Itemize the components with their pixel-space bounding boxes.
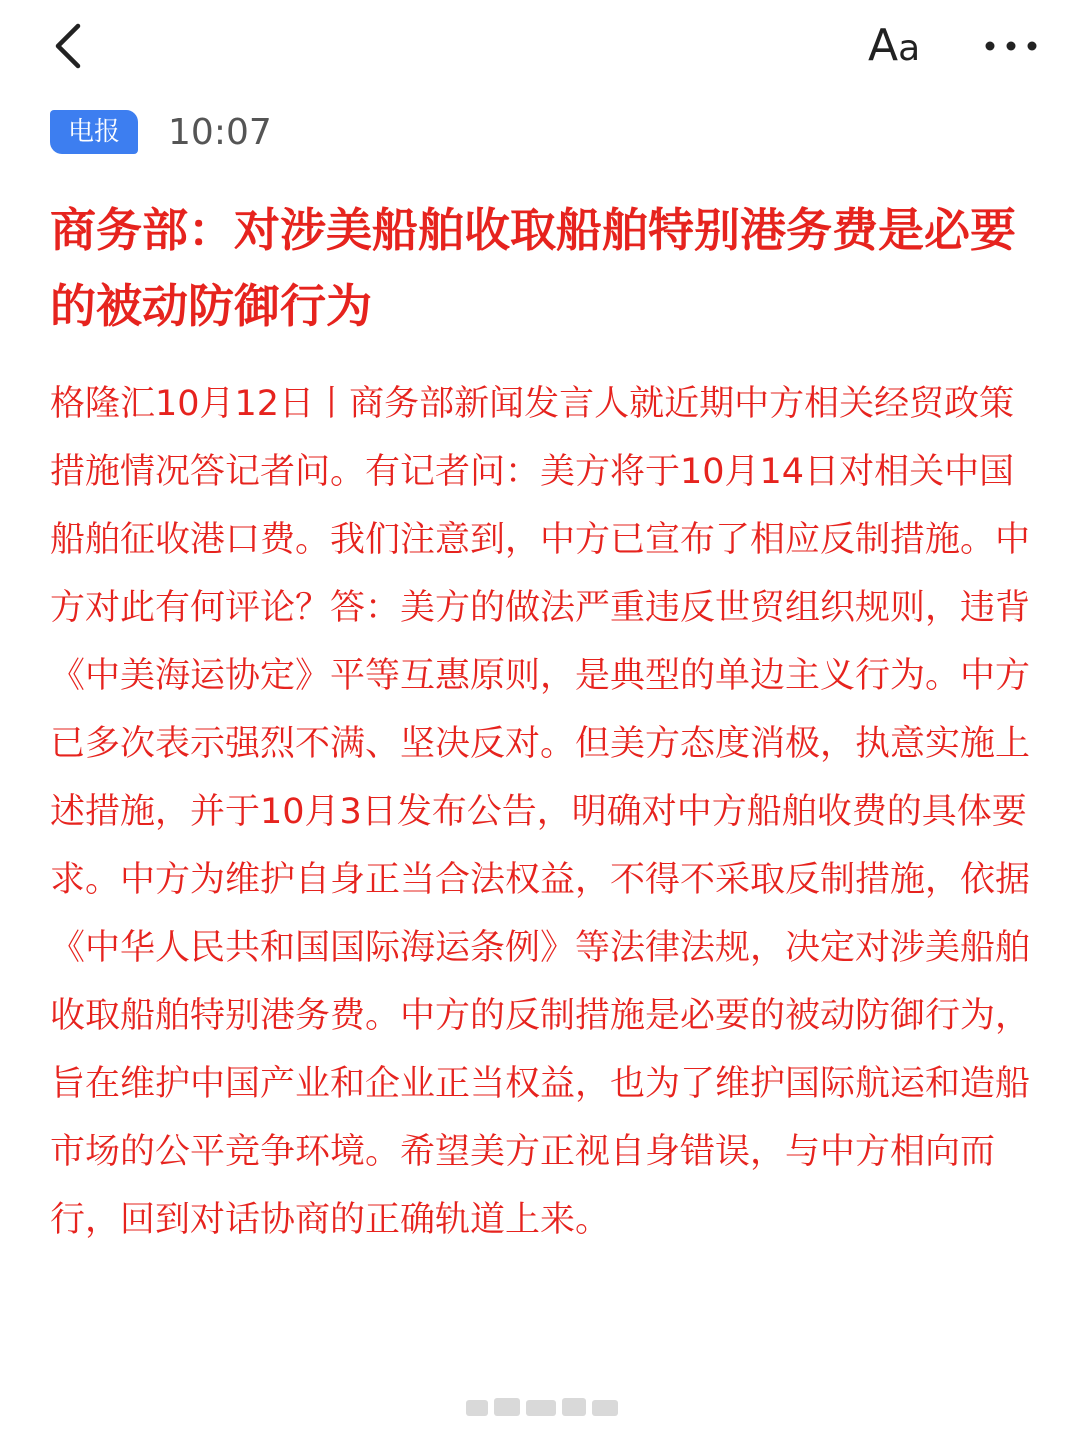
more-options-button[interactable] [980,14,1044,78]
font-size-label-small: a [898,28,921,69]
font-size-button[interactable] [868,14,940,78]
chevron-left-icon [44,14,100,78]
more-horizontal-icon [980,14,1044,78]
top-navigation-bar [0,0,1080,92]
back-button[interactable] [44,14,100,78]
article-body: 格隆汇10月12日丨商务部新闻发言人就近期中方相关经贸政策措施情况答记者问。有记者问：美方将于10月14日对相关中国船舶征收港口费。我们注意到，中方已宣布了相应反制措施。中方对此有何评论？答：美方的做法严重违反世贸组织规则，违背《中美海运协定》平等互惠原则，是典型的单边主义行为。中方已多次表示强烈不满、坚决反对。但美方态度消极，执意实施上述措施，并于10月3日发布公告，明确对中方船舶收费的具体要求。中方为维护自身正当合法权益，不得不采取反制措施，依据《中华人民共和国国际海运条例》等法律法规，决定对涉美船舶收取船舶特别港务费。中方的反制措施是必要的被动防御行为，旨在维护中国产业和企业正当权益，也为了维护国际航运和造船市场的公平竞争环境。希望美方正视自身错误，与中方相向而行，回到对话协商的正确轨道上来。 [50,384,1031,1240]
font-size-label-big: A [868,20,899,71]
publish-time: 10:07 [168,111,272,153]
article-title: 商务部：对涉美船舶收取船舶特别港务费是必要的被动防御行为 [50,203,1016,333]
category-badge: 电报 [50,110,138,154]
article-meta [50,108,272,156]
watermark [462,1392,622,1422]
